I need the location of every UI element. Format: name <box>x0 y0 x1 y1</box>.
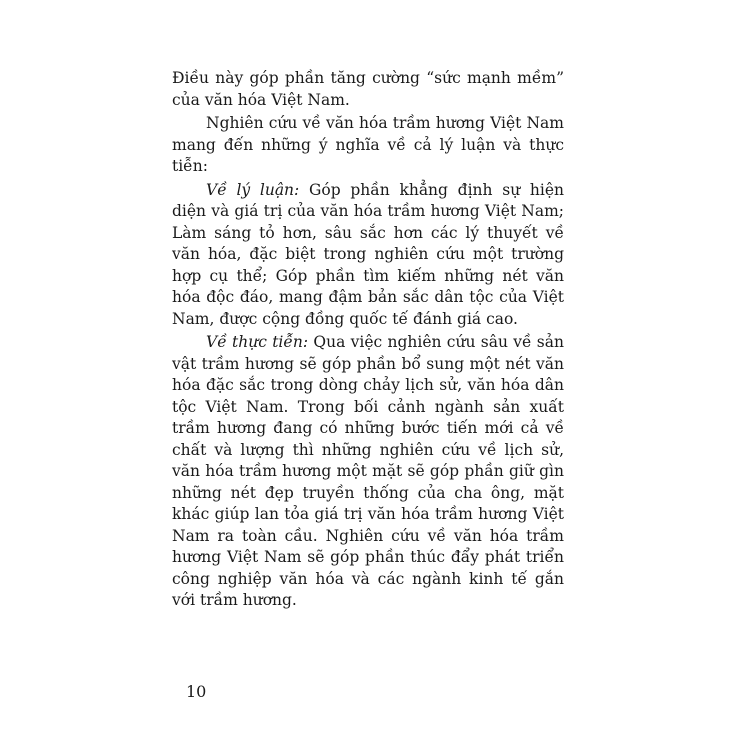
paragraph-1-text: Điều này góp phần tăng cường “sức mạnh mềm” của văn hóa Việt Nam. <box>172 69 564 109</box>
paragraph-2-text: Nghiên cứu về văn hóa trầm hương Việt Nam mang đến những ý nghĩa về cả lý luận và thực tiễn: <box>172 114 564 175</box>
body-text <box>172 68 564 614</box>
paragraph-2 <box>172 113 564 178</box>
page-number: 10 <box>186 682 207 701</box>
paragraph-theory <box>172 180 564 331</box>
paragraph-1 <box>172 68 564 111</box>
paragraph-practice <box>172 332 564 612</box>
paragraph-theory-text: Góp phần khẳng định sự hiện diện và giá trị của văn hóa trầm hương Việt Nam; Làm sáng tỏ hơn, sâu sắc hơn các lý thuyết về văn hóa, đặc biệt trong nghiên cứu một trường hợp cụ thể; Góp phần tìm kiếm những nét văn hóa độc đáo, mang đậm bản sắc dân tộc của Việt Nam, được cộng đồng quốc tế đánh giá cao. <box>172 180 564 328</box>
paragraph-practice-text: Qua việc nghiên cứu sâu về sản vật trầm hương sẽ góp phần bổ sung một nét văn hóa đặc sắc trong dòng chảy lịch sử, văn hóa dân tộc Việt Nam. Trong bối cảnh ngành sản xuất trầm hương đang có những bước tiến mới cả về chất và lượng thì những nghiên cứu về lịch sử, văn hóa trầm hương một mặt sẽ góp phần giữ gìn những nét đẹp truyền thống của cha ông, mặt khác giúp lan tỏa giá trị văn hóa trầm hương Việt Nam ra toàn cầu. Nghiên cứu về văn hóa trầm hương Việt Nam sẽ góp phần thúc đẩy phát triển công nghiệp văn hóa và các ngành kinh tế gắn với trầm hương. <box>172 333 564 609</box>
paragraph-theory-lead: Về lý luận: <box>206 180 300 199</box>
paragraph-practice-lead: Về thực tiễn: <box>206 333 309 351</box>
